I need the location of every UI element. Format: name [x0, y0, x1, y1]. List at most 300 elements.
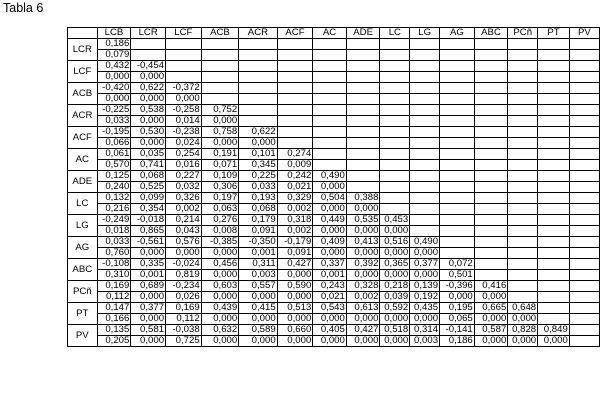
empty-cell [346, 116, 380, 127]
empty-cell [277, 116, 313, 127]
correlation-value: -0,249 [97, 215, 131, 226]
significance-value: 0,001 [131, 270, 166, 281]
table-row [68, 226, 600, 237]
correlation-value: 0,589 [239, 325, 277, 336]
correlation-value: 0,274 [277, 149, 313, 160]
column-header: ADE [346, 28, 380, 39]
empty-cell [474, 226, 508, 237]
empty-cell [569, 171, 599, 182]
row-header: AG [68, 237, 98, 259]
empty-cell [277, 138, 313, 149]
empty-cell [508, 270, 538, 281]
correlation-value: 0,587 [474, 325, 508, 336]
correlation-value: 0,214 [166, 215, 202, 226]
empty-cell [474, 160, 508, 171]
correlation-value: 0,169 [97, 281, 131, 292]
significance-value: 0,000 [313, 336, 347, 347]
significance-value: 0,001 [239, 248, 277, 259]
table-row [68, 325, 600, 336]
empty-cell [410, 182, 440, 193]
empty-cell [440, 39, 475, 50]
empty-cell [538, 314, 570, 325]
correlation-value: 0,603 [201, 281, 239, 292]
significance-value: 0,000 [239, 138, 277, 149]
empty-cell [508, 215, 538, 226]
significance-value: 0,068 [239, 204, 277, 215]
empty-cell [569, 281, 599, 292]
column-header: LCR [131, 28, 166, 39]
table-row [68, 149, 600, 160]
empty-cell [474, 193, 508, 204]
table-row [68, 182, 600, 193]
correlation-value: -0,454 [131, 61, 166, 72]
table-row [68, 314, 600, 325]
significance-value: 0,741 [131, 160, 166, 171]
correlation-value: 0,622 [131, 83, 166, 94]
significance-value: 0,000 [346, 270, 380, 281]
table-row [68, 72, 600, 83]
empty-cell [239, 50, 277, 61]
significance-value: 0,000 [239, 292, 277, 303]
significance-value: 0,016 [166, 160, 202, 171]
empty-cell [380, 149, 410, 160]
significance-value: 0,000 [346, 314, 380, 325]
empty-cell [474, 259, 508, 270]
significance-value: 0,000 [440, 292, 475, 303]
column-header: LG [410, 28, 440, 39]
correlation-value: 0,186 [97, 39, 131, 50]
significance-value: 0,071 [201, 160, 239, 171]
empty-cell [380, 50, 410, 61]
significance-value: 0,725 [166, 336, 202, 347]
table-row [68, 259, 600, 270]
table-row [68, 336, 600, 347]
empty-cell [313, 94, 347, 105]
empty-cell [346, 138, 380, 149]
empty-cell [440, 61, 475, 72]
table-row [68, 193, 600, 204]
empty-cell [166, 50, 202, 61]
correlation-value: 0,318 [277, 215, 313, 226]
empty-cell [201, 50, 239, 61]
column-header-row [68, 28, 600, 39]
empty-cell [538, 303, 570, 314]
correlation-value: 0,109 [201, 171, 239, 182]
empty-cell [239, 94, 277, 105]
significance-value: 0,000 [166, 248, 202, 259]
row-header: ABC [68, 259, 98, 281]
significance-value: 0,000 [166, 94, 202, 105]
correlation-value: 0,622 [239, 127, 277, 138]
correlation-value: 0,413 [346, 237, 380, 248]
significance-value: 0,760 [97, 248, 131, 259]
table-caption: Tabla 6 [3, 1, 44, 15]
empty-cell [313, 149, 347, 160]
empty-cell [508, 237, 538, 248]
empty-cell [277, 50, 313, 61]
significance-value: 0,039 [380, 292, 410, 303]
empty-cell [508, 259, 538, 270]
correlation-value: 0,035 [131, 149, 166, 160]
empty-cell [346, 72, 380, 83]
empty-cell [166, 72, 202, 83]
empty-cell [538, 270, 570, 281]
column-header: PT [538, 28, 570, 39]
empty-cell [440, 160, 475, 171]
correlation-value: 0,218 [380, 281, 410, 292]
empty-cell [508, 226, 538, 237]
correlation-value: -0,385 [201, 237, 239, 248]
empty-cell [474, 248, 508, 259]
significance-value: 0,033 [239, 182, 277, 193]
empty-cell [508, 149, 538, 160]
empty-cell [538, 61, 570, 72]
empty-cell [440, 83, 475, 94]
significance-value: 0,000 [346, 336, 380, 347]
empty-cell [508, 83, 538, 94]
empty-cell [277, 127, 313, 138]
correlation-value: 0,329 [277, 193, 313, 204]
correlation-value: -0,238 [166, 127, 202, 138]
empty-cell [201, 72, 239, 83]
empty-cell [569, 94, 599, 105]
empty-cell [474, 72, 508, 83]
empty-cell [569, 193, 599, 204]
significance-value: 0,002 [346, 292, 380, 303]
column-header: PCñ [508, 28, 538, 39]
empty-cell [508, 61, 538, 72]
correlation-value: 0,197 [201, 193, 239, 204]
correlation-value: 0,518 [380, 325, 410, 336]
correlation-value: 0,147 [97, 303, 131, 314]
empty-cell [474, 270, 508, 281]
empty-cell [313, 105, 347, 116]
significance-value: 0,000 [313, 226, 347, 237]
empty-cell [201, 83, 239, 94]
table-row [68, 270, 600, 281]
empty-cell [346, 160, 380, 171]
significance-value: 0,000 [131, 336, 166, 347]
column-header: LCF [166, 28, 202, 39]
correlation-table [67, 27, 600, 347]
correlation-value: 0,849 [538, 325, 570, 336]
significance-value: 0,240 [97, 182, 131, 193]
column-header: AC [313, 28, 347, 39]
significance-value: 0,043 [166, 226, 202, 237]
correlation-value: 0,132 [97, 193, 131, 204]
significance-value: 0,024 [166, 138, 202, 149]
empty-cell [201, 39, 239, 50]
empty-cell [277, 39, 313, 50]
empty-cell [508, 193, 538, 204]
significance-value: 0,000 [201, 116, 239, 127]
empty-cell [538, 39, 570, 50]
empty-cell [440, 72, 475, 83]
correlation-value: 0,590 [277, 281, 313, 292]
empty-cell [410, 215, 440, 226]
empty-cell [277, 83, 313, 94]
correlation-value: 0,337 [313, 259, 347, 270]
table-row [68, 160, 600, 171]
empty-cell [538, 94, 570, 105]
empty-cell [538, 248, 570, 259]
row-header: ADE [68, 171, 98, 193]
empty-cell [380, 171, 410, 182]
significance-value: 0,000 [131, 116, 166, 127]
empty-cell [508, 182, 538, 193]
column-header: PV [569, 28, 599, 39]
correlation-value: 0,581 [131, 325, 166, 336]
significance-value: 0,000 [97, 94, 131, 105]
empty-cell [508, 127, 538, 138]
significance-value: 0,000 [277, 314, 313, 325]
empty-cell [313, 39, 347, 50]
row-header: ACF [68, 127, 98, 149]
correlation-value: -0,225 [97, 105, 131, 116]
empty-cell [569, 270, 599, 281]
table-row [68, 39, 600, 50]
correlation-value: 0,513 [277, 303, 313, 314]
empty-cell [346, 182, 380, 193]
empty-cell [410, 149, 440, 160]
correlation-value: 0,648 [508, 303, 538, 314]
correlation-value: 0,254 [166, 149, 202, 160]
empty-cell [474, 105, 508, 116]
empty-cell [346, 83, 380, 94]
correlation-value: 0,326 [166, 193, 202, 204]
significance-value: 0,000 [313, 182, 347, 193]
correlation-value: 0,543 [313, 303, 347, 314]
empty-cell [569, 226, 599, 237]
empty-cell [346, 171, 380, 182]
empty-cell [313, 72, 347, 83]
empty-cell [569, 116, 599, 127]
empty-cell [474, 127, 508, 138]
empty-cell [538, 204, 570, 215]
significance-value: 0,091 [239, 226, 277, 237]
correlation-value: 0,557 [239, 281, 277, 292]
significance-value: 0,063 [201, 204, 239, 215]
empty-cell [440, 50, 475, 61]
empty-cell [313, 116, 347, 127]
correlation-value: 0,099 [131, 193, 166, 204]
correlation-value: 0,061 [97, 149, 131, 160]
empty-cell [313, 83, 347, 94]
empty-cell [346, 61, 380, 72]
significance-value: 0,000 [538, 336, 570, 347]
empty-cell [474, 83, 508, 94]
correlation-value: 0,592 [380, 303, 410, 314]
empty-cell [538, 127, 570, 138]
empty-cell [538, 182, 570, 193]
column-header: ACR [239, 28, 277, 39]
empty-cell [474, 149, 508, 160]
significance-value: 0,009 [277, 160, 313, 171]
empty-cell [474, 182, 508, 193]
column-header: AG [440, 28, 475, 39]
table-row [68, 303, 600, 314]
column-header: ACB [201, 28, 239, 39]
significance-value: 0,000 [131, 72, 166, 83]
significance-value: 0,000 [508, 314, 538, 325]
significance-value: 0,000 [474, 336, 508, 347]
table-row [68, 281, 600, 292]
significance-value: 0,205 [97, 336, 131, 347]
significance-value: 0,000 [201, 138, 239, 149]
table-row [68, 105, 600, 116]
correlation-value: -0,179 [277, 237, 313, 248]
correlation-value: 0,516 [380, 237, 410, 248]
row-header: PV [68, 325, 98, 347]
significance-value: 0,000 [346, 204, 380, 215]
empty-cell [474, 215, 508, 226]
significance-value: 0,345 [239, 160, 277, 171]
empty-cell [538, 160, 570, 171]
significance-value: 0,000 [313, 248, 347, 259]
empty-cell [346, 39, 380, 50]
table-row [68, 204, 600, 215]
significance-value: 0,091 [277, 248, 313, 259]
empty-cell [131, 50, 166, 61]
significance-value: 0,002 [166, 204, 202, 215]
empty-cell [239, 72, 277, 83]
empty-cell [508, 72, 538, 83]
table-row [68, 171, 600, 182]
empty-cell [239, 116, 277, 127]
empty-cell [440, 204, 475, 215]
empty-cell [538, 149, 570, 160]
correlation-value: 0,179 [239, 215, 277, 226]
significance-value: 0,501 [440, 270, 475, 281]
empty-cell [440, 182, 475, 193]
correlation-value: 0,276 [201, 215, 239, 226]
empty-cell [277, 72, 313, 83]
empty-cell [569, 325, 599, 336]
empty-cell [440, 248, 475, 259]
empty-cell [569, 61, 599, 72]
empty-cell [538, 292, 570, 303]
empty-cell [538, 116, 570, 127]
correlation-value: 0,432 [97, 61, 131, 72]
row-header: LC [68, 193, 98, 215]
empty-cell [410, 127, 440, 138]
empty-cell [440, 127, 475, 138]
empty-cell [410, 39, 440, 50]
empty-cell [474, 171, 508, 182]
empty-cell [380, 94, 410, 105]
correlation-value: 0,660 [277, 325, 313, 336]
empty-cell [440, 171, 475, 182]
significance-value: 0,001 [313, 270, 347, 281]
empty-cell [474, 50, 508, 61]
correlation-value: -0,372 [166, 83, 202, 94]
empty-cell [201, 94, 239, 105]
significance-value: 0,033 [97, 116, 131, 127]
table-row [68, 83, 600, 94]
empty-cell [380, 116, 410, 127]
empty-cell [410, 160, 440, 171]
significance-value: 0,192 [410, 292, 440, 303]
empty-cell [569, 259, 599, 270]
significance-value: 0,000 [131, 314, 166, 325]
correlation-value: 0,033 [97, 237, 131, 248]
correlation-value: 0,613 [346, 303, 380, 314]
correlation-value: 0,328 [346, 281, 380, 292]
correlation-value: -0,561 [131, 237, 166, 248]
correlation-value: 0,456 [201, 259, 239, 270]
empty-cell [440, 138, 475, 149]
empty-cell [440, 193, 475, 204]
correlation-value: 0,665 [474, 303, 508, 314]
empty-cell [410, 83, 440, 94]
correlation-value: 0,632 [201, 325, 239, 336]
empty-cell [410, 105, 440, 116]
table-row [68, 138, 600, 149]
correlation-value: 0,504 [313, 193, 347, 204]
correlation-value: 0,335 [131, 259, 166, 270]
correlation-value: 0,242 [277, 171, 313, 182]
significance-value: 0,000 [313, 204, 347, 215]
correlation-value: 0,139 [410, 281, 440, 292]
empty-cell [380, 204, 410, 215]
significance-value: 0,002 [277, 226, 313, 237]
correlation-value: 0,365 [380, 259, 410, 270]
correlation-value: 0,752 [201, 105, 239, 116]
row-header: LCF [68, 61, 98, 83]
row-header: PCñ [68, 281, 98, 303]
empty-cell [508, 116, 538, 127]
significance-value: 0,000 [201, 248, 239, 259]
correlation-value: 0,409 [313, 237, 347, 248]
significance-value: 0,000 [201, 270, 239, 281]
empty-cell [569, 215, 599, 226]
empty-cell [569, 160, 599, 171]
significance-value: 0,000 [97, 72, 131, 83]
correlation-value: -0,141 [440, 325, 475, 336]
empty-cell [239, 39, 277, 50]
empty-cell [508, 94, 538, 105]
empty-cell [538, 215, 570, 226]
significance-value: 0,003 [239, 270, 277, 281]
row-header: LG [68, 215, 98, 237]
table-row [68, 292, 600, 303]
row-header: AC [68, 149, 98, 171]
correlation-value: 0,195 [440, 303, 475, 314]
correlation-value: 0,828 [508, 325, 538, 336]
empty-cell [410, 226, 440, 237]
significance-value: 0,000 [277, 336, 313, 347]
row-header: ACB [68, 83, 98, 105]
correlation-value: 0,416 [474, 281, 508, 292]
table-row [68, 94, 600, 105]
empty-cell [410, 204, 440, 215]
significance-value: 0,000 [380, 314, 410, 325]
empty-cell [569, 149, 599, 160]
significance-value: 0,000 [131, 248, 166, 259]
empty-cell [313, 160, 347, 171]
correlation-value: 0,314 [410, 325, 440, 336]
empty-cell [440, 116, 475, 127]
empty-cell [440, 105, 475, 116]
correlation-value: 0,758 [201, 127, 239, 138]
empty-cell [474, 138, 508, 149]
significance-value: 0,570 [97, 160, 131, 171]
correlation-value: 0,405 [313, 325, 347, 336]
empty-cell [538, 171, 570, 182]
significance-value: 0,003 [410, 336, 440, 347]
row-header: ACR [68, 105, 98, 127]
empty-cell [508, 248, 538, 259]
